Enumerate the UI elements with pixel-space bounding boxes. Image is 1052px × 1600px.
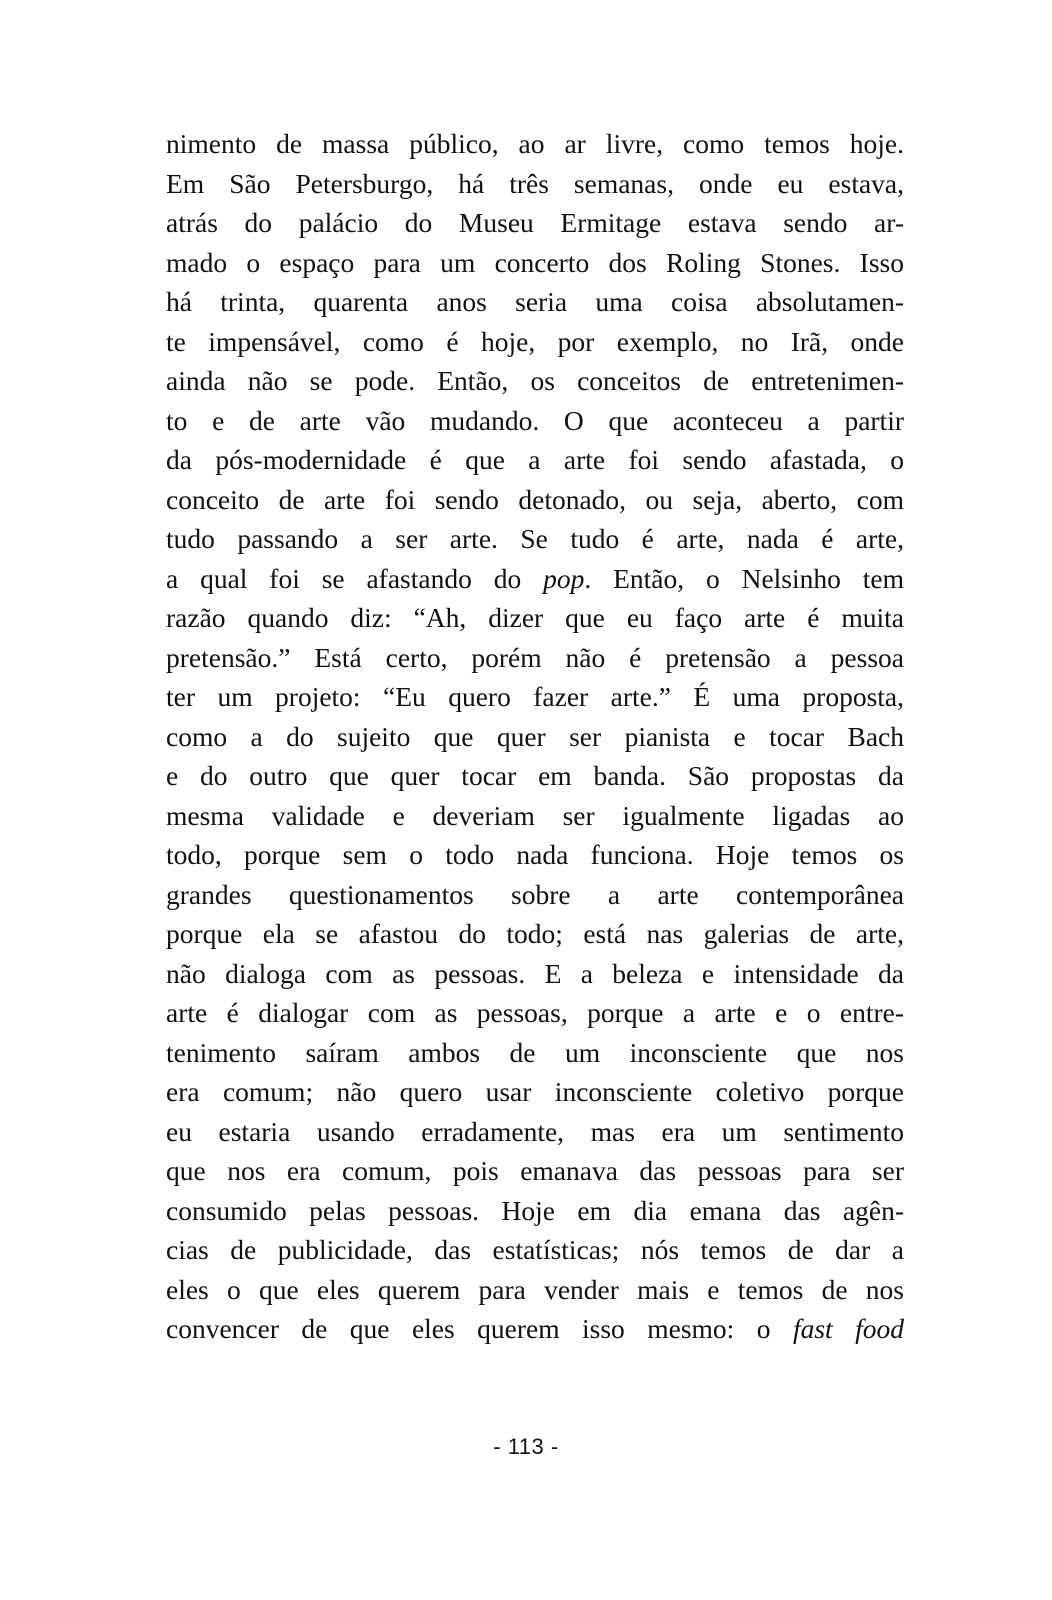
text-line: cias de publicidade, das estatísticas; nós temos de dar a (166, 1234, 904, 1265)
text-line: atrás do palácio do Museu Ermitage estava sendo ar- (166, 207, 904, 238)
page-number: - 113 - (493, 1434, 559, 1459)
italic-term: pop (543, 562, 585, 594)
text-line: ter um projeto: “Eu quero fazer arte.” É uma proposta, (166, 681, 904, 712)
body-text (166, 124, 904, 1349)
text-line: ainda não se pode. Então, os conceitos de entretenimen- (166, 365, 904, 396)
text-line: todo, porque sem o todo nada funciona. Hoje temos os (166, 839, 904, 870)
text-line: Em São Petersburgo, há três semanas, onde eu estava, (166, 167, 904, 199)
text-line: conceito de arte foi sendo detonado, ou seja, aberto, com (166, 483, 904, 515)
text-line: te impensável, como é hoje, por exemplo, no Irã, onde (166, 325, 904, 357)
text-line: consumido pelas pessoas. Hoje em dia emana das agên- (166, 1194, 904, 1226)
text-segment: a qual foi se afastando do (166, 562, 544, 594)
text-line: nimento de massa público, ao ar livre, como temos hoje. (166, 128, 904, 159)
text-line: to e de arte vão mudando. O que aconteceu a partir (166, 404, 904, 436)
text-line: tenimento saíram ambos de um inconsciente que nos (166, 1036, 904, 1068)
text-line: como a do sujeito que quer ser pianista e tocar Bach (166, 720, 904, 752)
text-line: grandes questionamentos sobre a arte contemporânea (166, 878, 904, 910)
text-line: eles o que eles querem para vender mais e temos de nos (166, 1273, 904, 1305)
text-segment: . Então, o Nelsinho tem (584, 562, 904, 594)
text-line: mesma validade e deveriam ser igualmente ligadas ao (166, 799, 904, 831)
text-line: razão quando diz: “Ah, dizer que eu faço arte é muita (166, 602, 904, 633)
text-line: mado o espaço para um concerto dos Roling Stones. Isso (166, 246, 904, 278)
text-line (166, 559, 904, 599)
italic-term: fast food (792, 1313, 904, 1344)
text-line (166, 1309, 904, 1349)
text-line: era comum; não quero usar inconsciente coletivo porque (166, 1076, 904, 1107)
text-line: da pós-modernidade é que a arte foi sendo afastada, o (166, 444, 904, 475)
text-line: que nos era comum, pois emanava das pessoas para ser (166, 1155, 904, 1186)
text-line: pretensão.” Está certo, porém não é pretensão a pessoa (166, 641, 904, 673)
text-segment: convencer de que eles querem isso mesmo: o (166, 1313, 793, 1344)
text-line: e do outro que quer tocar em banda. São propostas da (166, 760, 904, 791)
text-line: eu estaria usando erradamente, mas era um sentimento (166, 1115, 904, 1147)
text-line: tudo passando a ser arte. Se tudo é arte, nada é arte, (166, 523, 904, 554)
text-line: arte é dialogar com as pessoas, porque a arte e o entre- (166, 997, 904, 1028)
text-line: há trinta, quarenta anos seria uma coisa absolutamen- (166, 286, 904, 317)
text-line: porque ela se afastou do todo; está nas galerias de arte, (166, 918, 904, 949)
text-line: não dialoga com as pessoas. E a beleza e intensidade da (166, 957, 904, 989)
